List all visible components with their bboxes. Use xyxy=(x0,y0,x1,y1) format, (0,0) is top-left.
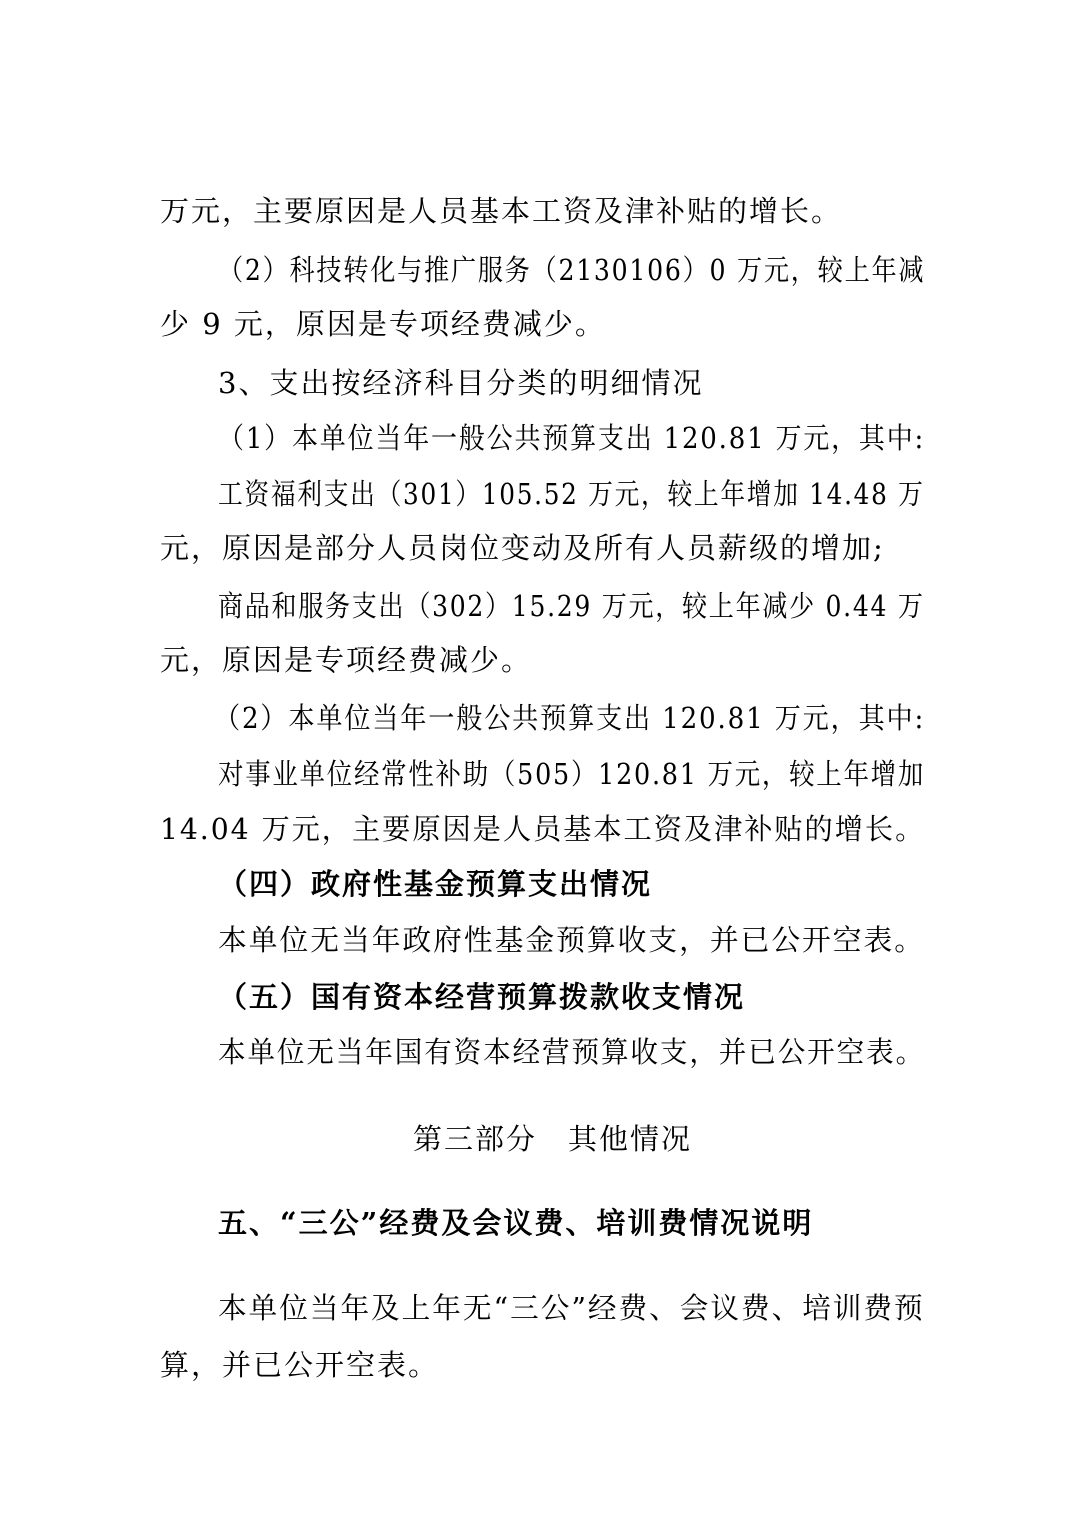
paragraph-line: 本单位当年及上年无“三公”经费、会议费、培训费预 xyxy=(218,1291,925,1325)
paragraph-line: 元，原因是专项经费减少。 xyxy=(160,643,533,677)
paragraph-line: 对事业单位经常性补助（505）120.81 万元，较上年增加 xyxy=(218,757,926,791)
paragraph-line: 商品和服务支出（302）15.29 万元，较上年减少 0.44 万 xyxy=(218,589,925,623)
paragraph-line: （2）科技转化与推广服务（2130106）0 万元，较上年减 xyxy=(218,253,926,287)
section-heading-three-public: 五、“三公”经费及会议费、培训费情况说明 xyxy=(218,1206,814,1240)
section-subheading: 3、支出按经济科目分类的明细情况 xyxy=(218,366,704,400)
paragraph-line: 少 9 元，原因是专项经费减少。 xyxy=(160,307,606,341)
section-heading-government-fund: （四）政府性基金预算支出情况 xyxy=(218,867,653,901)
section-heading-state-capital: （五）国有资本经营预算拨款收支情况 xyxy=(218,980,746,1014)
part-title: 第三部分 其他情况 xyxy=(413,1122,693,1156)
paragraph-line: 元，原因是部分人员岗位变动及所有人员薪级的增加; xyxy=(160,531,885,565)
paragraph-line: 工资福利支出（301）105.52 万元，较上年增加 14.48 万 xyxy=(218,477,925,511)
paragraph-line: 万元，主要原因是人员基本工资及津补贴的增长。 xyxy=(160,194,843,228)
paragraph-line: 14.04 万元，主要原因是人员基本工资及津补贴的增长。 xyxy=(160,812,926,846)
paragraph-line: （1）本单位当年一般公共预算支出 120.81 万元，其中: xyxy=(218,421,926,455)
paragraph-line: 本单位无当年政府性基金预算收支，并已公开空表。 xyxy=(218,923,926,957)
paragraph-line: 算，并已公开空表。 xyxy=(160,1348,440,1382)
paragraph-line: （2）本单位当年一般公共预算支出 120.81 万元，其中: xyxy=(214,701,926,735)
paragraph-line: 本单位无当年国有资本经营预算收支，并已公开空表。 xyxy=(218,1035,926,1069)
